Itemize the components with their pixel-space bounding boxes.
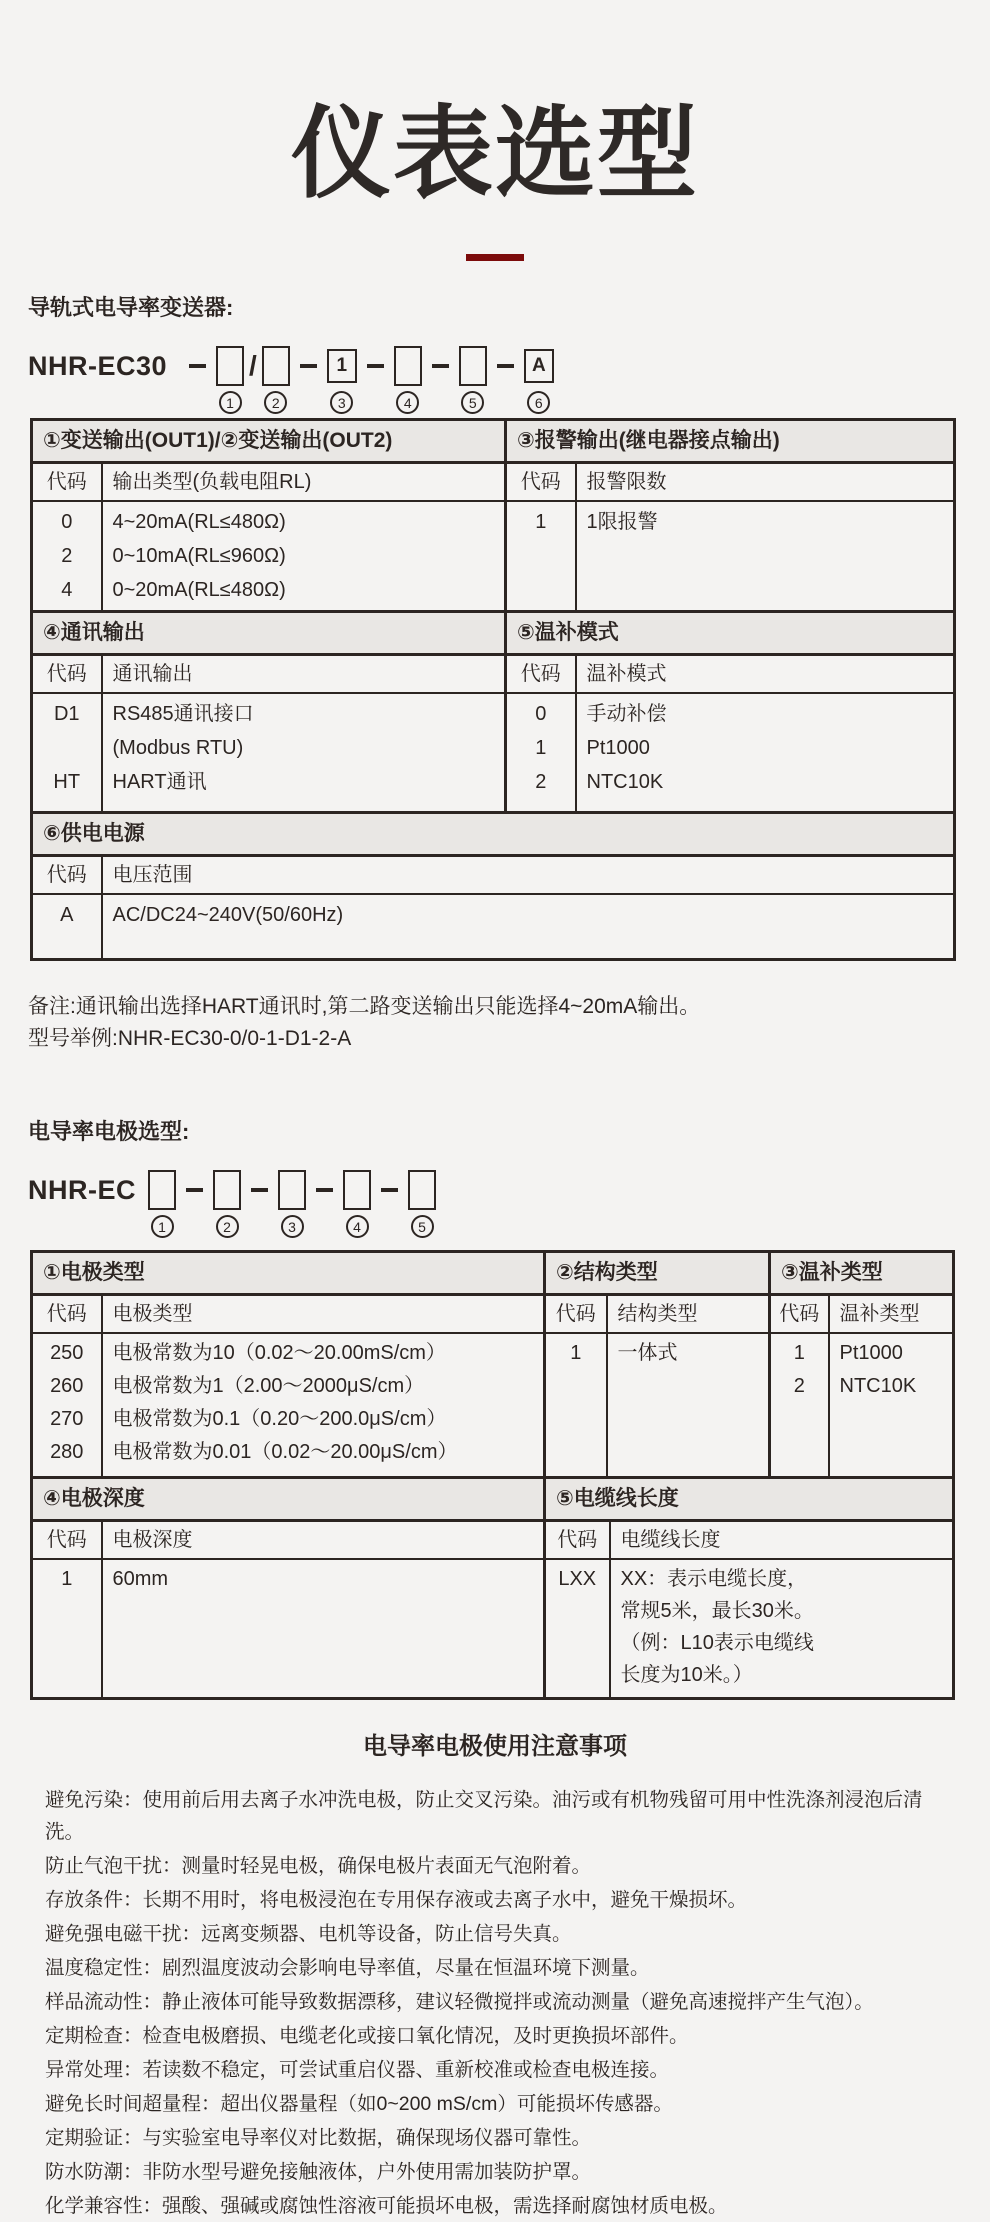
value-cell: 60mm: [112, 1567, 169, 1590]
model-box: [459, 346, 487, 386]
comm-codes: [32, 693, 102, 812]
structure-values: [607, 1333, 770, 1477]
note-item: 避免强电磁干扰：远离变频器、电机等设备，防止信号失真。: [45, 1923, 572, 1945]
alarm-values: [576, 501, 955, 612]
value-cell: (Modbus RTU): [112, 737, 244, 759]
code-cell: 4: [61, 579, 73, 601]
model-box: [262, 346, 290, 386]
value-cell: 常规5米，最长30米。: [620, 1599, 814, 1622]
value-cell: Pt1000: [586, 737, 650, 759]
code-cell: HT: [53, 771, 81, 793]
subheader-comm: 通讯输出: [102, 655, 506, 694]
value-cell: 电极常数为0.01（0.02～20.00μS/cm）: [112, 1441, 458, 1463]
value-cell: 电极常数为0.1（0.20～200.0μS/cm）: [112, 1408, 447, 1430]
dash-separator: [189, 364, 206, 368]
transmitter-model-prefix: NHR-EC30: [28, 351, 168, 381]
subheader-output-type: 输出类型(负载电阻RL): [102, 463, 506, 502]
temp-comp-codes: [506, 693, 576, 812]
model-box: [213, 1170, 241, 1210]
subheader-structure: 结构类型: [607, 1295, 770, 1334]
code-cell: [37, 731, 97, 765]
dash-separator: [381, 1188, 398, 1192]
value-cell: RS485通讯接口: [112, 703, 254, 725]
model-position-4: [394, 345, 422, 414]
notes-list: [45, 1784, 945, 2222]
value-cell: NTC10K: [586, 771, 664, 793]
code-header: 代码: [545, 1295, 607, 1334]
value-cell: 4~20mA(RL≤480Ω): [112, 511, 286, 533]
model-position-1: [148, 1169, 176, 1238]
model-position-4: [343, 1169, 371, 1238]
dash-separator: [300, 364, 317, 368]
value-cell: 0~20mA(RL≤480Ω): [112, 579, 286, 601]
model-box: 1: [327, 349, 357, 383]
section-header-electrode-depth: ④电极深度: [32, 1477, 545, 1520]
code-cell: 1: [61, 1567, 73, 1590]
value-cell: 1限报警: [586, 511, 658, 533]
section-header-cable-length: ⑤电缆线长度: [545, 1477, 954, 1520]
position-circle: 5: [411, 1215, 434, 1238]
model-box: A: [524, 349, 554, 383]
subheader-cable-length: 电缆线长度: [610, 1520, 954, 1559]
note-item: 温度稳定性：剧烈温度波动会影响电导率值，尽量在恒温环境下测量。: [45, 1957, 650, 1979]
note-item: 防水防潮：非防水型号避免接触液体，户外使用需加装防护罩。: [45, 2161, 592, 2183]
subheader-temp-comp-type: 温补类型: [829, 1295, 954, 1334]
code-cell: 260: [50, 1375, 84, 1397]
electrode-depth-values: [102, 1559, 545, 1699]
value-cell: AC/DC24~240V(50/60Hz): [112, 903, 344, 926]
code-cell: 0: [61, 511, 73, 533]
value-cell: NTC10K: [839, 1375, 917, 1397]
code-cell: 1: [570, 1342, 582, 1364]
model-box: [408, 1170, 436, 1210]
alarm-codes: [506, 501, 576, 612]
code-header: 代码: [506, 655, 576, 694]
model-box: [394, 346, 422, 386]
temp-comp-type-values: [829, 1333, 954, 1477]
position-circle: 3: [330, 391, 353, 414]
code-cell: 250: [50, 1342, 84, 1364]
section-header-comm: ④通讯输出: [32, 612, 506, 655]
value-cell: Pt1000: [839, 1342, 903, 1364]
position-circle: 4: [346, 1215, 369, 1238]
notes-heading: 电导率电极使用注意事项: [363, 1733, 627, 1760]
temp-comp-values: [576, 693, 955, 812]
section-header-temp-comp-type: ③温补类型: [770, 1252, 954, 1295]
position-circle: 4: [396, 391, 419, 414]
value-cell: 电极常数为10（0.02～20.00mS/cm）: [112, 1342, 446, 1364]
code-cell: 1: [535, 737, 547, 759]
note-item: 定期检查：检查电极磨损、电缆老化或接口氧化情况，及时更换损坏部件。: [45, 2025, 689, 2047]
note-item: 样品流动性：静止液体可能导致数据漂移，建议轻微搅拌或流动测量（避免高速搅拌产生气泡）。: [45, 1991, 874, 2013]
dash-separator: [367, 364, 384, 368]
model-position-5: [459, 345, 487, 414]
dash-separator: [432, 364, 449, 368]
value-cell: HART通讯: [112, 771, 207, 793]
value-cell: 长度为10米。）: [620, 1663, 753, 1686]
section-header-structure: ②结构类型: [545, 1252, 770, 1295]
code-header: 代码: [32, 463, 102, 502]
subheader-electrode-depth: 电极深度: [102, 1520, 545, 1559]
code-header: 代码: [506, 463, 576, 502]
position-circle: 5: [461, 391, 484, 414]
position-circle: 1: [219, 391, 242, 414]
value-cell: （例：L10表示电缆线: [620, 1631, 814, 1654]
remark-block: [28, 991, 990, 1055]
model-box: [343, 1170, 371, 1210]
electrode-section-heading: 电导率电极选型:: [28, 1119, 190, 1144]
electrode-spec-table-top: [30, 1250, 955, 1479]
code-header: 代码: [32, 655, 102, 694]
power-values: [102, 894, 955, 960]
model-example-line: 型号举例:NHR-EC30-0/0-1-D1-2-A: [28, 1027, 352, 1050]
section-header-output: ①变送输出(OUT1)/②变送输出(OUT2): [32, 420, 506, 463]
value-cell: 一体式: [617, 1342, 678, 1364]
dash-separator: [316, 1188, 333, 1192]
code-header: 代码: [32, 1520, 102, 1559]
code-cell: 2: [535, 771, 547, 793]
comm-values: [102, 693, 506, 812]
subheader-alarm-limit: 报警限数: [576, 463, 955, 502]
section-header-electrode-type: ①电极类型: [32, 1252, 545, 1295]
model-position-1: [216, 345, 244, 414]
accent-dash: [466, 254, 524, 261]
electrode-model-prefix: NHR-EC: [28, 1175, 136, 1205]
note-item: 避免污染：使用前后用去离子水冲洗电极，防止交叉污染。油污或有机物残留可用中性洗涤剂浸泡后清洗。: [45, 1789, 923, 1843]
power-codes: [32, 894, 102, 960]
code-header: 代码: [770, 1295, 829, 1334]
slash-separator: /: [249, 350, 257, 381]
electrode-type-codes: [32, 1333, 102, 1477]
code-cell: 2: [793, 1375, 805, 1397]
page-title: 仪表选型: [291, 98, 699, 210]
cable-length-values: [610, 1559, 954, 1699]
remark-line: 备注:通讯输出选择HART通讯时,第二路变送输出只能选择4~20mA输出。: [28, 995, 701, 1018]
code-cell: 280: [50, 1441, 84, 1463]
code-cell: D1: [53, 703, 80, 725]
output-codes: [32, 501, 102, 612]
electrode-depth-codes: [32, 1559, 102, 1699]
model-box: [148, 1170, 176, 1210]
model-position-2: [213, 1169, 241, 1238]
note-item: 避免长时间超量程：超出仪器量程（如0~200 mS/cm）可能损坏传感器。: [45, 2093, 673, 2115]
transmitter-model-code-row: [28, 345, 990, 414]
electrode-spec-table-bottom: [30, 1476, 955, 1701]
model-position-3: [278, 1169, 306, 1238]
transmitter-section-heading: 导轨式电导率变送器:: [28, 295, 234, 320]
note-item: 定期验证：与实验室电导率仪对比数据，确保现场仪器可靠性。: [45, 2127, 592, 2149]
code-cell: 0: [535, 703, 547, 725]
code-header: 代码: [32, 855, 102, 894]
model-box: [278, 1170, 306, 1210]
position-circle: 2: [264, 391, 287, 414]
subheader-electrode-type: 电极类型: [102, 1295, 545, 1334]
output-values: [102, 501, 506, 612]
code-header: 代码: [32, 1295, 102, 1334]
section-header-power: ⑥供电电源: [32, 812, 955, 855]
model-position-6: [524, 345, 554, 414]
dash-separator: [186, 1188, 203, 1192]
position-circle: 2: [216, 1215, 239, 1238]
value-cell: XX：表示电缆长度，: [620, 1567, 808, 1590]
value-cell: 手动补偿: [586, 703, 667, 725]
subheader-voltage: 电压范围: [102, 855, 955, 894]
electrode-type-values: [102, 1333, 545, 1477]
code-cell: 2: [61, 545, 73, 567]
dash-separator: [497, 364, 514, 368]
electrode-model-code-row: [28, 1169, 990, 1238]
note-item: 存放条件：长期不用时，将电极浸泡在专用保存液或去离子水中，避免干燥损坏。: [45, 1889, 748, 1911]
model-position-2: [262, 345, 290, 414]
code-cell: 270: [50, 1408, 84, 1430]
model-box: [216, 346, 244, 386]
code-cell: LXX: [558, 1567, 597, 1590]
section-header-temp-comp: ⑤温补模式: [506, 612, 955, 655]
position-circle: 1: [151, 1215, 174, 1238]
position-circle: 6: [527, 391, 550, 414]
value-cell: 0~10mA(RL≤960Ω): [112, 545, 286, 567]
position-circle: 3: [281, 1215, 304, 1238]
note-item: 化学兼容性：强酸、强碱或腐蚀性溶液可能损坏电极，需选择耐腐蚀材质电极。: [45, 2195, 728, 2217]
cable-length-codes: [545, 1559, 610, 1699]
note-item: 异常处理：若读数不稳定，可尝试重启仪器、重新校准或检查电极连接。: [45, 2059, 670, 2081]
model-position-5: [408, 1169, 436, 1238]
value-cell: 电极常数为1（2.00～2000μS/cm）: [112, 1375, 425, 1397]
code-cell: 1: [793, 1342, 805, 1364]
code-cell: 1: [535, 511, 547, 533]
model-position-3: [327, 345, 357, 414]
section-header-alarm: ③报警输出(继电器接点输出): [506, 420, 955, 463]
temp-comp-type-codes: [770, 1333, 829, 1477]
subheader-temp-comp: 温补模式: [576, 655, 955, 694]
transmitter-spec-table: [30, 418, 956, 961]
dash-separator: [251, 1188, 268, 1192]
code-cell: A: [60, 903, 74, 926]
code-header: 代码: [545, 1520, 610, 1559]
structure-codes: [545, 1333, 607, 1477]
note-item: 防止气泡干扰：测量时轻晃电极，确保电极片表面无气泡附着。: [45, 1855, 592, 1877]
